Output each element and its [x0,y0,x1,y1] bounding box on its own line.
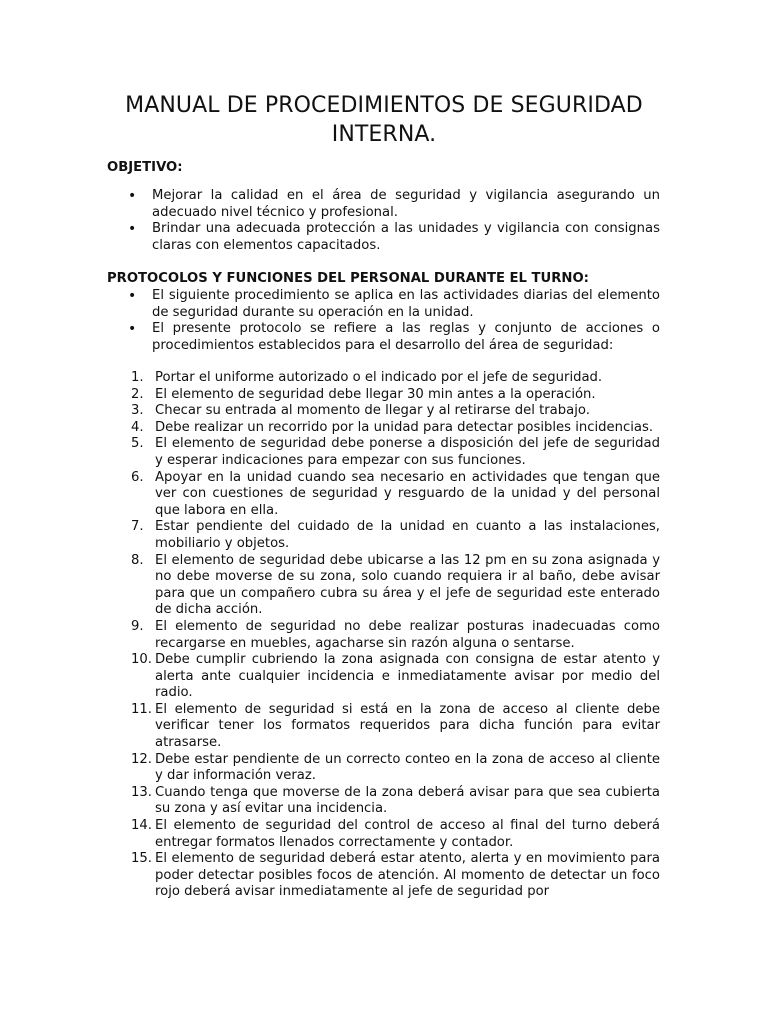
list-item: 8. El elemento de seguridad debe ubicarse a las 12 pm en su zona asignada y no debe moverse de su zona, solo cuando requiera ir al baño, debe avisar para que un compañero cubra su área y el jefe de seguridad este enterado de dicha acción. [131,552,660,618]
list-item: • Mejorar la calidad en el área de seguridad y vigilancia asegurando un adecuado nivel técnico y profesional. [128,188,660,220]
bullet-icon: • [128,288,137,304]
list-item: • El siguiente procedimiento se aplica en las actividades diarias del elemento de seguridad durante su operación en la unidad. [128,288,660,320]
bullet-icon: • [128,221,137,238]
list-item: 10. Debe cumplir cubriendo la zona asignada con consigna de estar atento y alerta ante cualquier incidencia e inmediatamente avisar por medio del radio. [131,652,660,701]
list-item: 1. Portar el uniforme autorizado o el indicado por el jefe de seguridad. [131,370,603,385]
protocols-heading: PROTOCOLOS Y FUNCIONES DEL PERSONAL DURANTE EL TURNO: [107,271,589,286]
list-item: 5. El elemento de seguridad debe ponerse a disposición del jefe de seguridad y esperar indicaciones para empezar con sus funciones. [131,436,660,468]
list-item: 12. Debe estar pendiente de un correcto conteo en la zona de acceso al cliente y dar información veraz. [131,751,660,784]
bullet-icon: • [128,321,137,338]
list-item: 9. El elemento de seguridad no debe realizar posturas inadecuadas como recargarse en muebles, agacharse sin razón alguna o sentarse. [131,618,660,651]
list-item: 13. Cuando tenga que moverse de la zona deberá avisar para que sea cubierta su zona y así evitar una incidencia. [131,784,660,817]
procedures-numbered-list [107,370,660,901]
list-item: 6. Apoyar en la unidad cuando sea necesario en actividades que tengan que ver con cuestiones de seguridad y resguardo de la unidad y del personal que labora en ella. [131,469,660,518]
list-item: • El presente protocolo se refiere a las reglas y conjunto de acciones o procedimientos establecidos para el desarrollo del área de seguridad: [128,321,660,353]
list-item: 15. El elemento de seguridad deberá estar atento, alerta y en movimiento para poder detectar posibles focos de atención. Al momento de detectar un foco rojo deberá avisar inmediatamente al jefe de seguridad por [131,851,660,900]
list-item: • Brindar una adecuada protección a las unidades y vigilancia con consignas claras con elementos capacitados. [128,221,660,253]
list-item: 2. El elemento de seguridad debe llegar 30 min antes a la operación. [131,386,596,402]
list-item: 3. Checar su entrada al momento de llegar y al retirarse del trabajo. [131,403,590,419]
document-title: MANUAL DE PROCEDIMIENTOS DE SEGURIDAD INTERNA. [125,93,643,147]
list-item: 4. Debe realizar un recorrido por la unidad para detectar posibles incidencias. [131,419,654,435]
protocols-bullet-list [107,288,660,354]
bullet-icon: • [128,188,137,204]
objective-bullet-list [107,188,660,254]
objective-heading: OBJETIVO: [107,160,183,175]
list-item: 14. El elemento de seguridad del control de acceso al final del turno deberá entregar formatos llenados correctamente y contador. [131,818,660,850]
list-item: 7. Estar pendiente del cuidado de la unidad en cuanto a las instalaciones, mobiliario y objetos. [131,519,660,551]
list-item: 11. El elemento de seguridad si está en la zona de acceso al cliente debe verificar tener los formatos requeridos para dicha función para evitar atrasarse. [131,701,660,751]
